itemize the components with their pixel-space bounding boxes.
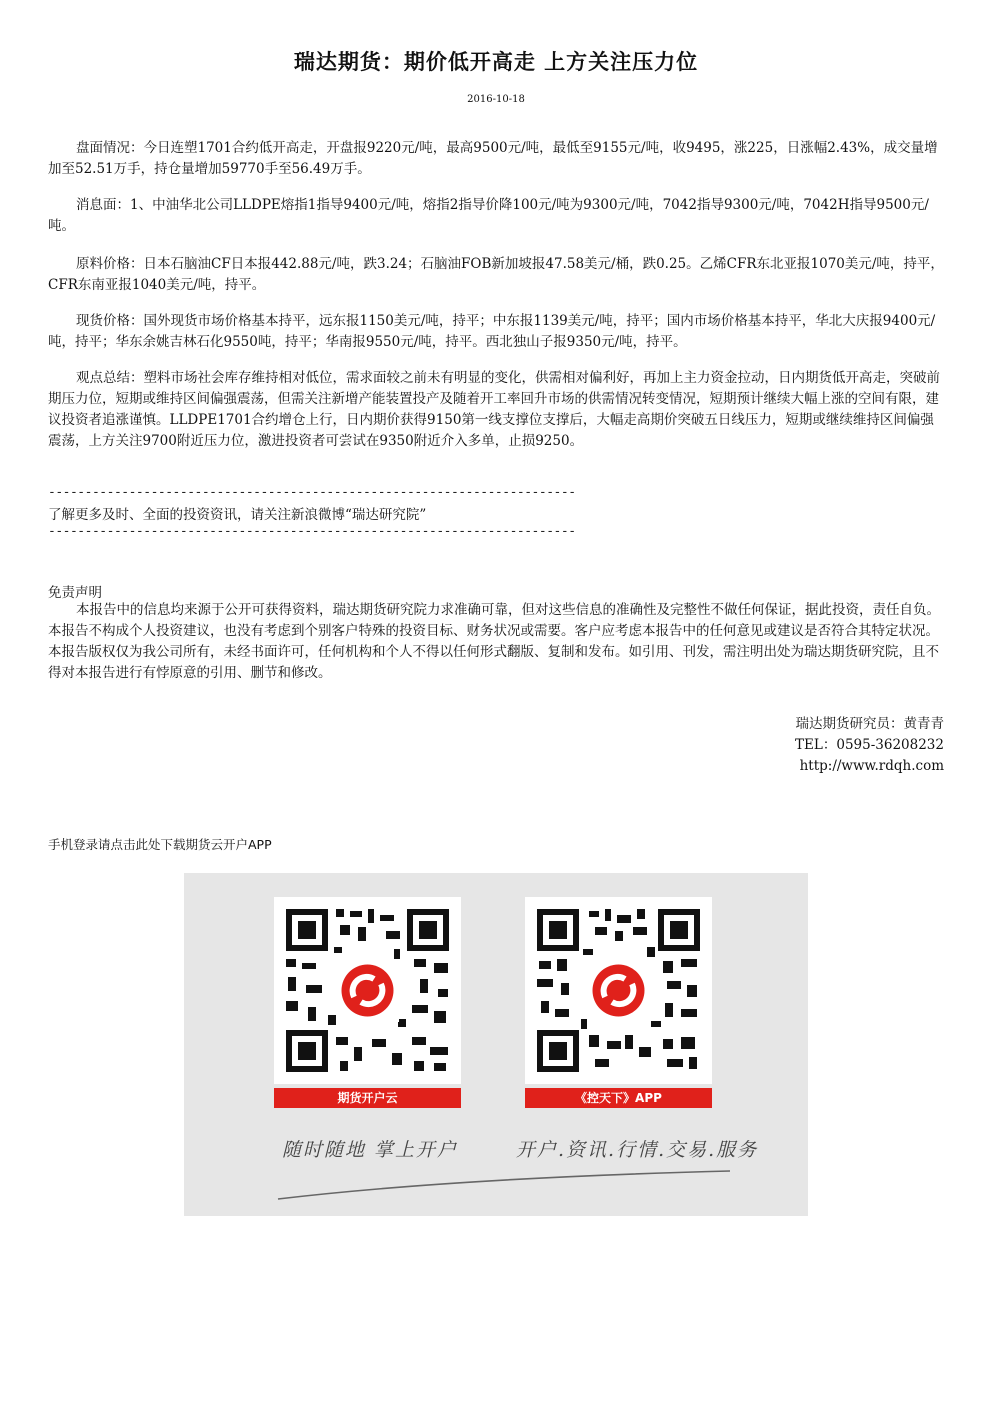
swoosh-decoration (274, 1169, 734, 1203)
qr-card-left[interactable] (274, 897, 461, 1109)
qr-card-right[interactable] (525, 897, 712, 1109)
contact-tel: TEL：0595-36208232 (795, 737, 944, 753)
raw-material-paragraph: 原料价格：日本石脑油CF日本报442.88元/吨，跌3.24；石脑油FOB新加坡报47.58美元/桶，跌0.25。乙烯CFR东北亚报1070美元/吨，持平，CFR东南亚报1040美元/吨，持平。 (48, 256, 944, 293)
page-title: 瑞达期货：期价低开高走 上方关注压力位 (293, 49, 699, 74)
app-download-link[interactable]: 手机登录请点击此处下载期货云开户APP (48, 837, 272, 852)
spot-price-paragraph: 现货价格：国外现货市场价格基本持平，远东报1150美元/吨，持平；中东报1139美元/吨，持平；国内市场价格基本持平，华北大庆报9400元/吨，持平；华东余姚吉林石化9550吨，持平；华南报9550元/吨，持平。西北独山子报9350元/吨，持平。 (48, 313, 936, 350)
qr-code-right[interactable] (525, 897, 712, 1084)
view-summary-paragraph: 观点总结：塑料市场社会库存维持相对低位，需求面较之前未有明显的变化，供需相对偏利好，再加上主力资金拉动，日内期货低开高走，突破前期压力位，短期或维持区间偏强震荡，但需关注新增产能装置投产及随着开工率回升市场的供需情况转变情况，短期预计继续大幅上涨的空间有限，建议投资者追涨谨慎。LLDPE1701合约增仓上行，日内期价获得9150第一线支撑位支撑后，大幅走高期价突破五日线压力，短期或继续维持区间偏强震荡，上方关注9700附近压力位，激进投资者可尝试在9350附近介入多单，止损9250。 (48, 370, 940, 449)
qr-label-left: 期货开户云 (274, 1088, 461, 1108)
divider-bottom: ------------------------------------------------------------------------ (48, 524, 576, 539)
qr-code-left[interactable] (274, 897, 461, 1084)
qr-code-icon (274, 897, 461, 1084)
qr-label-right: 《控天下》APP (525, 1088, 712, 1108)
app-promo-banner (184, 873, 808, 1216)
news-paragraph: 消息面：1、中油华北公司LLDPE熔指1指导9400元/吨，熔指2指导价降100元/吨为9300元/吨，7042指导9300元/吨，7042H指导9500元/吨。 (48, 197, 929, 234)
slogan-left: 随时随地 掌上开户 (282, 1139, 459, 1161)
market-paragraph: 盘面情况：今日连塑1701合约低开高走，开盘报9220元/吨，最高9500元/吨，最低至9155元/吨，收9495，涨225，日涨幅2.43%，成交量增加至52.51万手，持仓量增加59770手至56.49万手。 (48, 140, 938, 177)
website-link[interactable]: http://www.rdqh.com (799, 758, 944, 774)
report-date: 2016-10-18 (467, 94, 525, 105)
follow-weibo-text: 了解更多及时、全面的投资资讯，请关注新浪微博“瑞达研究院” (48, 507, 427, 523)
disclaimer-title: 免责声明 (48, 585, 102, 601)
qr-code-icon (525, 897, 712, 1084)
slogan-right: 开户.资讯.行情.交易.服务 (516, 1139, 759, 1161)
disclaimer-text: 本报告中的信息均来源于公开可获得资料，瑞达期货研究院力求准确可靠，但对这些信息的准确性及完整性不做任何保证，据此投资，责任自负。本报告不构成个人投资建议，也没有考虑到个别客户特殊的投资目标、财务状况或需要。客户应考虑本报告中的任何意见或建议是否符合其特定状况。本报告版权仅为我公司所有，未经书面许可，任何机构和个人不得以任何形式翻版、复制和发布。如引用、刊发，需注明出处为瑞达期货研究院，且不得对本报告进行有悖原意的引用、删节和修改。 (48, 602, 940, 681)
divider-top: ------------------------------------------------------------------------ (48, 485, 576, 500)
analyst-name: 瑞达期货研究员：黄青青 (795, 716, 944, 732)
